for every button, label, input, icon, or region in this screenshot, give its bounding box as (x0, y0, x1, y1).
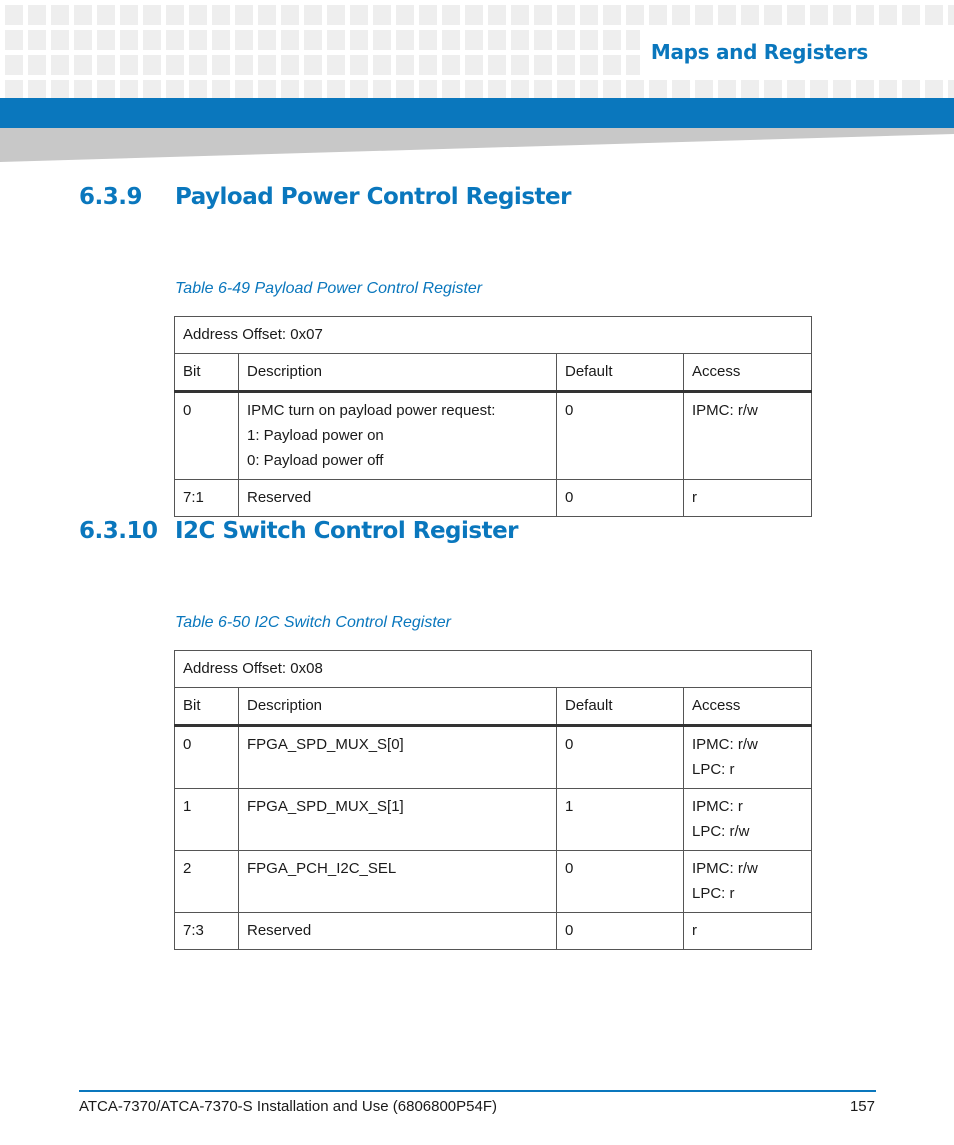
default-cell: 0 (557, 851, 684, 913)
access-cell (684, 913, 812, 950)
access-line: IPMC: r/w (692, 402, 758, 419)
default-cell: 0 (557, 392, 684, 480)
description-line: FPGA_SPD_MUX_S[1] (247, 798, 404, 815)
table-caption: Table 6-49 Payload Power Control Register (175, 280, 483, 297)
table-row (175, 789, 812, 851)
table-row (175, 913, 812, 950)
header-blue-band (0, 98, 954, 128)
bit-cell: 0 (175, 392, 239, 480)
section-title: Payload Power Control Register (175, 184, 571, 210)
table-row (175, 392, 812, 480)
access-cell (684, 392, 812, 480)
bit-cell: 1 (175, 789, 239, 851)
table-header-row (175, 354, 812, 392)
access-line: r (692, 922, 697, 939)
access-cell (684, 789, 812, 851)
access-line: LPC: r (692, 885, 735, 902)
section-number: 6.3.10 (79, 518, 158, 544)
description-cell (239, 480, 557, 517)
table-row (175, 726, 812, 789)
access-cell (684, 851, 812, 913)
column-header: Default (557, 688, 684, 726)
description-cell (239, 726, 557, 789)
bit-cell: 0 (175, 726, 239, 789)
bit-cell: 2 (175, 851, 239, 913)
description-line: 1: Payload power on (247, 427, 384, 444)
section-title: I2C Switch Control Register (175, 518, 519, 544)
default-cell: 0 (557, 726, 684, 789)
description-line: Reserved (247, 489, 312, 506)
access-cell (684, 480, 812, 517)
column-header: Description (239, 354, 557, 392)
column-header: Bit (175, 354, 239, 392)
default-cell: 0 (557, 480, 684, 517)
section-heading-i2c-switch (79, 518, 518, 544)
section-number: 6.3.9 (79, 184, 142, 210)
column-header: Default (557, 354, 684, 392)
header-grey-wedge (0, 128, 954, 162)
default-cell: 1 (557, 789, 684, 851)
running-header-title: Maps and Registers (647, 40, 872, 64)
access-cell (684, 726, 812, 789)
access-line: IPMC: r (692, 798, 743, 815)
bit-cell: 7:1 (175, 480, 239, 517)
address-offset-cell: Address Offset: 0x07 (175, 317, 812, 354)
page-number: 157 (849, 1098, 875, 1115)
access-line: IPMC: r/w (692, 860, 758, 877)
footer-rule (79, 1090, 876, 1092)
table-caption: Table 6-50 I2C Switch Control Register (175, 614, 451, 631)
payload-power-register-table (174, 316, 812, 517)
description-line: 0: Payload power off (247, 452, 384, 469)
column-header: Access (684, 354, 812, 392)
access-line: IPMC: r/w (692, 736, 758, 753)
description-cell (239, 913, 557, 950)
default-cell: 0 (557, 913, 684, 950)
access-line: LPC: r (692, 761, 735, 778)
i2c-switch-register-table (174, 650, 812, 950)
description-cell (239, 851, 557, 913)
address-offset-cell: Address Offset: 0x08 (175, 651, 812, 688)
access-line: LPC: r/w (692, 823, 750, 840)
column-header: Access (684, 688, 812, 726)
description-cell (239, 789, 557, 851)
table-header-row (175, 688, 812, 726)
access-line: r (692, 489, 697, 506)
table-row (175, 851, 812, 913)
description-line: FPGA_SPD_MUX_S[0] (247, 736, 404, 753)
table-row (175, 480, 812, 517)
section-heading-payload-power (79, 184, 571, 210)
footer-document-title: ATCA-7370/ATCA-7370-S Installation and Use (6806800P54F) (79, 1098, 498, 1115)
description-line: IPMC turn on payload power request: (247, 402, 496, 419)
description-line: Reserved (247, 922, 312, 939)
bit-cell: 7:3 (175, 913, 239, 950)
description-cell (239, 392, 557, 480)
column-header: Bit (175, 688, 239, 726)
column-header: Description (239, 688, 557, 726)
description-line: FPGA_PCH_I2C_SEL (247, 860, 397, 877)
